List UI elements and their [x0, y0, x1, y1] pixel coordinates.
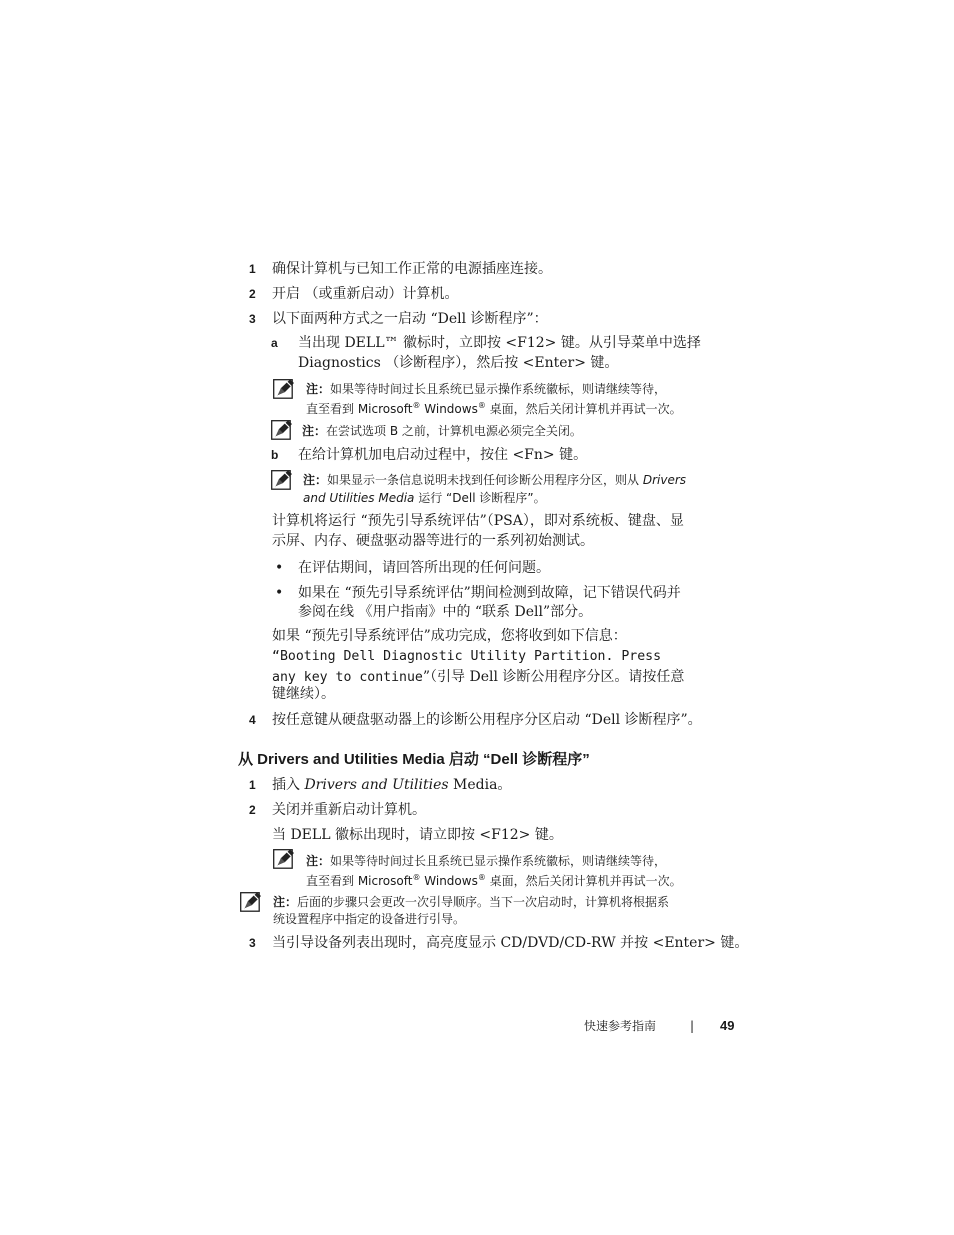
registered-mark: ® [477, 873, 486, 882]
note-label: 注： [303, 473, 328, 487]
note-1-text-line1: 如果等待时间过长且系统已显示操作系统徽标，则请继续等待， [330, 382, 667, 396]
note-3-line1 [303, 471, 686, 489]
section-heading: 从 Drivers and Utilities Media 启动 “Dell 诊断程序” [238, 751, 590, 768]
step-4-number: 4 [249, 713, 256, 727]
step-3-text: 以下面两种方式之一启动 “Dell 诊断程序”： [272, 311, 548, 327]
restart-step-number: 2 [249, 803, 256, 817]
note-4-microsoft: 直至看到 Microsoft [306, 874, 413, 888]
registered-mark: ® [412, 873, 421, 882]
bullet-2-line2: 参阅在线 《用户指南》中的 “联系 Dell”部分。 [298, 604, 593, 620]
note-4-windows: Windows [420, 874, 478, 888]
substep-a-label: a [271, 336, 278, 350]
note-4-rest: 桌面，然后关闭计算机并再试一次。 [485, 874, 682, 888]
insert-step-a: 插入 [272, 777, 305, 793]
note-2-text: 在尝试选项 B 之前，计算机电源必须完全关闭。 [326, 424, 582, 438]
insert-step-text [272, 776, 511, 795]
note-1-line2 [306, 397, 682, 418]
note-1-windows: Windows [420, 402, 478, 416]
note-3-media: and Utilities Media [303, 491, 415, 505]
note-5-text-line1: 后面的步骤只会更改一次引导顺序。当下一次启动时，计算机将根据系 [297, 895, 670, 909]
substep-b-text: 在给计算机加电启动过程中，按住 <Fn> 键。 [298, 447, 588, 463]
note-label: 注： [302, 424, 327, 438]
insert-step-drivers: Drivers and Utilities [304, 777, 449, 793]
footer-separator: | [690, 1019, 695, 1033]
step-2-number: 2 [249, 287, 256, 301]
success-para-line2: “Booting Dell Diagnostic Utility Partition. Press [272, 649, 662, 664]
note-5-line2: 统设置程序中指定的设备进行引导。 [273, 912, 466, 926]
footer-title: 快速参考指南 [584, 1019, 657, 1033]
note-label: 注： [273, 895, 298, 909]
step-1-text: 确保计算机与已知工作正常的电源插座连接。 [272, 261, 552, 277]
psa-para-line2: 示屏、内存、硬盘驱动器等进行的一系列初始测试。 [272, 533, 594, 549]
note-4-line1 [306, 852, 666, 870]
step-4-text: 按任意键从硬盘驱动器上的诊断公用程序分区启动 “Dell 诊断程序”。 [272, 712, 702, 728]
note-1-microsoft: 直至看到 Microsoft [306, 402, 413, 416]
bullet-1-text: 在评估期间，请回答所出现的任何问题。 [298, 560, 550, 576]
note-3-line2 [303, 489, 546, 507]
note-2 [302, 422, 582, 440]
note-1-line1 [306, 380, 666, 398]
note-5-line1 [273, 893, 669, 911]
note-3-drivers: Drivers [642, 473, 687, 487]
substep-a-line2: Diagnostics （诊断程序），然后按 <Enter> 键。 [298, 355, 619, 371]
registered-mark: ® [477, 401, 486, 410]
insert-step-media: Media。 [448, 777, 512, 793]
success-para-line1: 如果 “预先引导系统评估”成功完成，您将收到如下信息： [272, 628, 627, 644]
note-pencil-icon [273, 379, 295, 399]
note-pencil-icon [273, 849, 295, 869]
note-pencil-icon [271, 420, 293, 440]
success-para-line4: 键继续）。 [272, 686, 335, 702]
step-3-number: 3 [249, 312, 256, 326]
boot-device-step-text: 当引导设备列表出现时，高亮度显示 CD/DVD/CD-RW 并按 <Enter> 键。 [272, 935, 749, 951]
note-pencil-icon [240, 892, 262, 912]
substep-b-label: b [271, 448, 279, 462]
step-2-text: 开启 （或重新启动）计算机。 [272, 286, 459, 302]
note-label: 注： [306, 382, 331, 396]
note-pencil-icon [271, 470, 293, 490]
bullet-2-symbol: • [275, 585, 284, 601]
insert-step-number: 1 [249, 778, 256, 792]
bullet-2-line1: 如果在 “预先引导系统评估”期间检测到故障，记下错误代码并 [298, 585, 681, 601]
step-1-number: 1 [249, 262, 256, 276]
note-3-text-b: 运行 “Dell 诊断程序”。 [414, 491, 546, 505]
success-para-line3 [272, 666, 684, 687]
substep-a-line1: 当出现 DELL™ 徽标时，立即按 <F12> 键。从引导菜单中选择 [298, 335, 701, 351]
success-rest-text: ”（引导 Dell 诊断公用程序分区。请按任意 [422, 669, 685, 685]
psa-para-line1: 计算机将运行 “预先引导系统评估”（PSA），即对系统板、键盘、显 [272, 513, 684, 529]
note-label: 注： [306, 854, 331, 868]
footer-page-number: 49 [720, 1018, 735, 1033]
note-4-text-line1: 如果等待时间过长且系统已显示操作系统徽标，则请继续等待， [330, 854, 667, 868]
bullet-1-symbol: • [275, 560, 284, 576]
boot-device-step-number: 3 [249, 936, 256, 950]
success-mono-text: any key to continue [272, 670, 423, 685]
note-4-line2 [306, 869, 682, 890]
f12-para: 当 DELL 徽标出现时，请立即按 <F12> 键。 [272, 827, 563, 843]
note-1-rest: 桌面，然后关闭计算机并再试一次。 [485, 402, 682, 416]
registered-mark: ® [412, 401, 421, 410]
restart-step-text: 关闭并重新启动计算机。 [272, 802, 426, 818]
note-3-text-a: 如果显示一条信息说明未找到任何诊断公用程序分区，则从 [327, 473, 643, 487]
